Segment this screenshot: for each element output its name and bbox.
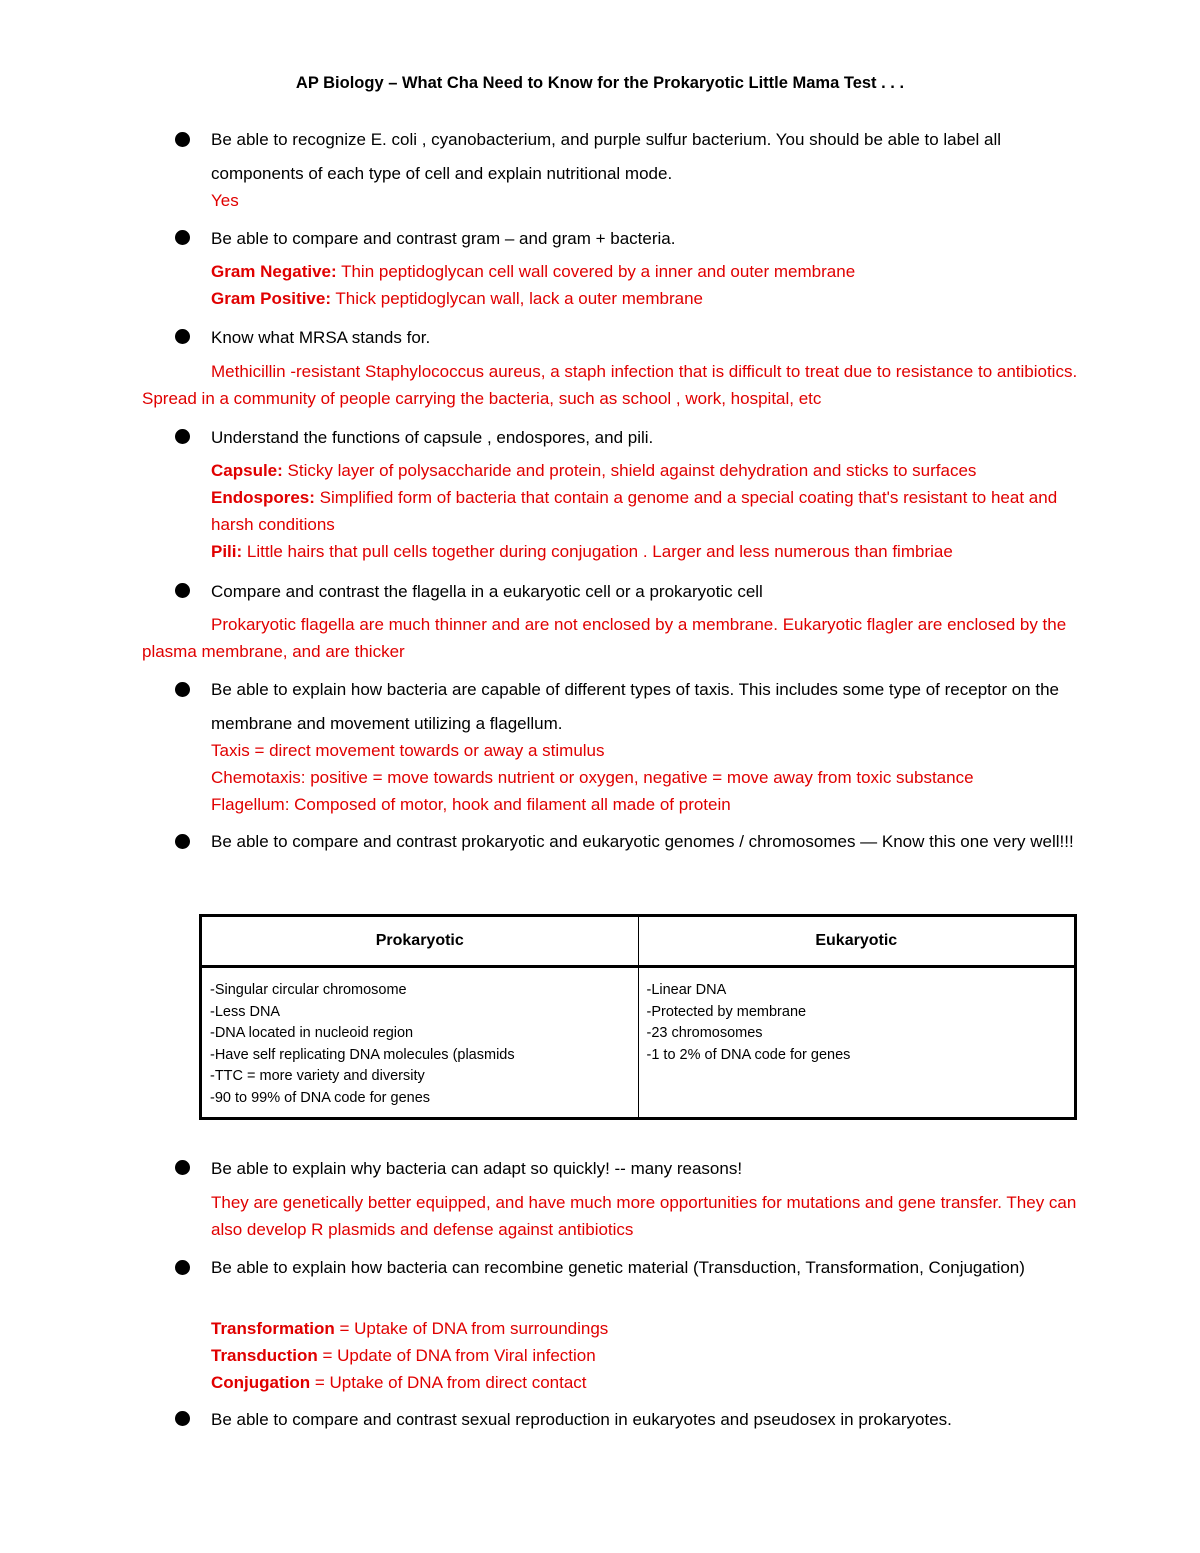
document-title: AP Biology – What Cha Need to Know for the Prokaryotic Little Mama Test . . .: [295, 74, 905, 92]
question-4: [211, 424, 1090, 451]
transformation-line: [211, 1315, 1090, 1342]
pili-text: Little hairs that pull cells together during conjugation . Larger and less numerous than fimbriae: [242, 542, 953, 561]
question-3: [211, 324, 1090, 351]
endospores-line: [211, 484, 1090, 538]
answer-4: [211, 457, 1090, 565]
question-7-text: Be able to compare and contrast prokaryotic and eukaryotic genomes / chromosomes — Know this one very well!!!: [211, 832, 1074, 851]
gram-positive-text: Thick peptidoglycan wall, lack a outer membrane: [331, 289, 703, 308]
endospores-text: Simplified form of bacteria that contain a genome and a special coating that's resistant to heat and harsh conditions: [211, 488, 1058, 534]
question-5-text: Compare and contrast the flagella in a eukaryotic cell or a prokaryotic cell: [211, 582, 763, 601]
chemotaxis-line: Chemotaxis: positive = move towards nutrient or oxygen, negative = move away from toxic substance: [211, 768, 974, 787]
gram-negative-line: [211, 258, 1090, 285]
list-item: -Protected by membrane: [646, 1003, 807, 1020]
eukaryotic-cell: [638, 967, 1076, 1119]
conjugation-text: = Uptake of DNA from direct contact: [310, 1373, 587, 1392]
question-1-text: Be able to recognize E. coli , cyanobacterium, and purple sulfur bacterium. You should be able to label all components of each type of cell and explain nutritional mode.: [211, 130, 1002, 183]
question-6: [211, 673, 1090, 741]
question-9-text: Be able to explain how bacteria can recombine genetic material (Transduction, Transformation, Conjugation): [211, 1258, 1025, 1277]
answer-9: [211, 1315, 1090, 1396]
flagellum-line: Flagellum: Composed of motor, hook and filament all made of protein: [211, 795, 731, 814]
bullet-icon: [175, 132, 190, 147]
bullet-icon: [175, 834, 190, 849]
answer-6: [211, 737, 1090, 818]
answer-1-text: Yes: [211, 191, 239, 210]
question-2: [211, 225, 1090, 252]
answer-3-text: Methicillin -resistant Staphylococcus aureus, a staph infection that is difficult to treat due to resistance to antibiotics. Spread in a community of people carrying the bacteria, such as school , work, hospital, etc: [142, 362, 1078, 408]
conjugation-line: [211, 1369, 1090, 1396]
transformation-label: Transformation: [211, 1319, 335, 1338]
transduction-text: = Update of DNA from Viral infection: [317, 1346, 596, 1365]
gram-positive-line: [211, 285, 1090, 312]
table-header-row: [201, 916, 1076, 967]
answer-8-text: They are genetically better equipped, and have much more opportunities for mutations and gene transfer. They can also develop R plasmids and defense against antibiotics: [211, 1193, 1077, 1239]
list-item: -DNA located in nucleoid region: [210, 1025, 414, 1041]
answer-3: [142, 358, 1092, 412]
capsule-text: Sticky layer of polysaccharide and protein, shield against dehydration and sticks to surfaces: [282, 461, 977, 480]
bullet-icon: [175, 1160, 190, 1175]
question-10: [211, 1406, 1090, 1433]
list-item: -TTC = more variety and diversity: [210, 1068, 425, 1084]
list-item: -90 to 99% of DNA code for genes: [210, 1089, 431, 1106]
prokaryotic-cell: [201, 967, 639, 1119]
pili-label: Pili:: [211, 542, 243, 561]
bullet-icon: [175, 230, 190, 245]
table-row: [201, 967, 1076, 1119]
answer-8: [211, 1189, 1090, 1243]
capsule-label: Capsule:: [211, 461, 283, 480]
transformation-text: = Uptake of DNA from surroundings: [334, 1319, 609, 1338]
question-1: [211, 123, 1090, 191]
bullet-icon: [175, 1260, 190, 1275]
question-4-text: Understand the functions of capsule , endospores, and pili.: [211, 428, 654, 447]
list-item: -23 chromosomes: [646, 1025, 763, 1041]
list-item: -Singular circular chromosome: [210, 982, 407, 998]
question-6-text: Be able to explain how bacteria are capable of different types of taxis. This includes some type of receptor on the membrane and movement utilizing a flagellum.: [211, 680, 1059, 733]
bullet-icon: [175, 1411, 190, 1426]
question-3-text: Know what MRSA stands for.: [211, 328, 431, 347]
list-item: -Have self replicating DNA molecules (plasmids: [210, 1046, 515, 1063]
list-item: -1 to 2% of DNA code for genes: [646, 1046, 851, 1063]
transduction-label: Transduction: [211, 1346, 318, 1365]
answer-1: [211, 187, 1090, 214]
table-header-eukaryotic: Eukaryotic: [638, 916, 1076, 967]
question-9: [211, 1251, 1090, 1285]
question-8-text: Be able to explain why bacteria can adapt so quickly! -- many reasons!: [211, 1159, 743, 1178]
taxis-line: Taxis = direct movement towards or away a stimulus: [211, 741, 605, 760]
gram-positive-label: Gram Positive:: [211, 289, 331, 308]
answer-5: [142, 611, 1092, 665]
bullet-icon: [175, 583, 190, 598]
gram-negative-label: Gram Negative:: [211, 262, 337, 281]
question-10-text: Be able to compare and contrast sexual reproduction in eukaryotes and pseudosex in prokaryotes.: [211, 1410, 952, 1429]
list-item: -Linear DNA: [646, 982, 727, 998]
table-header-prokaryotic: Prokaryotic: [201, 916, 639, 967]
bullet-icon: [175, 329, 190, 344]
question-7: [211, 825, 1090, 859]
answer-2: [211, 258, 1090, 312]
capsule-line: [211, 457, 1090, 484]
question-8: [211, 1155, 1090, 1182]
bullet-icon: [175, 429, 190, 444]
pili-line: [211, 538, 1090, 565]
transduction-line: [211, 1342, 1090, 1369]
answer-5-text: Prokaryotic flagella are much thinner and are not enclosed by a membrane. Eukaryotic flagler are enclosed by the plasma membrane, and are thicker: [142, 615, 1067, 661]
conjugation-label: Conjugation: [211, 1373, 311, 1392]
question-2-text: Be able to compare and contrast gram – and gram + bacteria.: [211, 229, 676, 248]
gram-negative-text: Thin peptidoglycan cell wall covered by a inner and outer membrane: [336, 262, 856, 281]
bullet-icon: [175, 682, 190, 697]
endospores-label: Endospores:: [211, 488, 315, 507]
question-5: [211, 578, 1090, 605]
genome-comparison-table: [199, 914, 1077, 1120]
list-item: -Less DNA: [210, 1003, 281, 1020]
